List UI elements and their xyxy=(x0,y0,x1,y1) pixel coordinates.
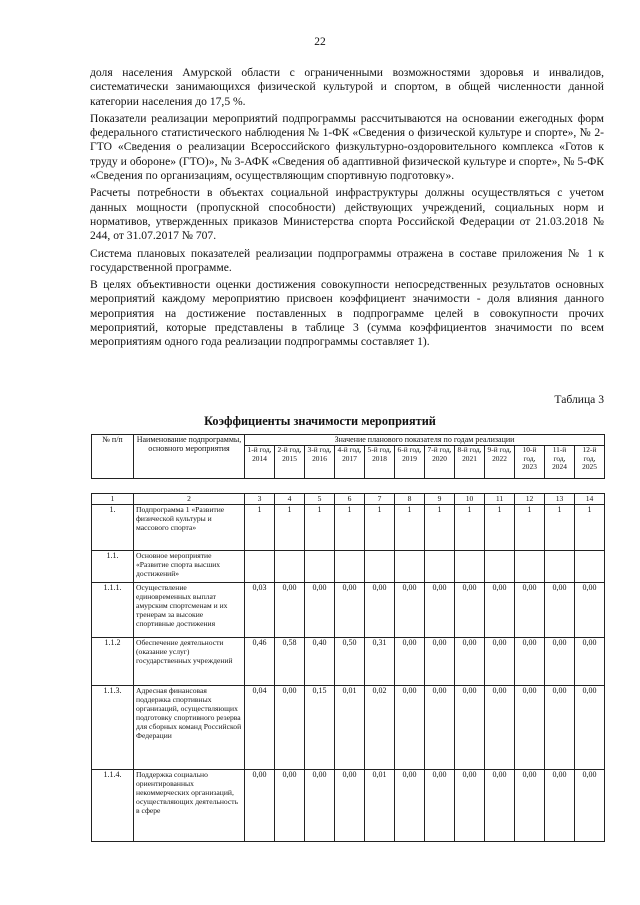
row-value: 1 xyxy=(485,505,515,551)
row-value: 0,46 xyxy=(245,638,275,686)
row-value: 0,00 xyxy=(485,686,515,770)
header-year: 1-й год, 2014 xyxy=(245,446,275,479)
row-value: 1 xyxy=(455,505,485,551)
column-number: 9 xyxy=(425,494,455,505)
row-value: 1 xyxy=(395,505,425,551)
row-value: 0,00 xyxy=(275,583,305,638)
row-value: 0,15 xyxy=(305,686,335,770)
table-row xyxy=(92,638,605,686)
table-label: Таблица 3 xyxy=(554,393,604,406)
page-number: 22 xyxy=(314,36,326,48)
table-row xyxy=(92,686,605,770)
row-value: 0,00 xyxy=(485,638,515,686)
column-number: 2 xyxy=(134,494,245,505)
row-number: 1.1. xyxy=(92,551,134,583)
row-name: Поддержка социально ориентированных некоммерческих организаций, осуществляющих деятельность в сфере xyxy=(134,770,245,842)
row-value: 0,00 xyxy=(575,583,605,638)
header-year: 9-й год, 2022 xyxy=(485,446,515,479)
body-text xyxy=(90,66,604,353)
table-row xyxy=(92,551,605,583)
row-value: 1 xyxy=(365,505,395,551)
row-value: 0,00 xyxy=(425,638,455,686)
row-number: 1.1.2 xyxy=(92,638,134,686)
row-value: 0,00 xyxy=(515,583,545,638)
row-value: 0,00 xyxy=(575,770,605,842)
row-value: 0,00 xyxy=(455,770,485,842)
row-value: 0,03 xyxy=(245,583,275,638)
row-name: Подпрограмма 1 «Развитие физической культуры и массового спорта» xyxy=(134,505,245,551)
row-value: 0,00 xyxy=(395,638,425,686)
row-value: 0,00 xyxy=(515,770,545,842)
paragraph: Расчеты потребности в объектах социальной инфраструктуры должны осуществляться с учетом данных мощности (пропускной способности) действующих учреждений, социальных норм и нормативов, утвержденных приказов Министерства спорта Российской Федерации от 21.03.2018 № 244, от 31.07.2017 № 707. xyxy=(90,186,604,243)
column-number: 3 xyxy=(245,494,275,505)
row-value: 0,04 xyxy=(245,686,275,770)
row-value xyxy=(575,551,605,583)
column-number: 1 xyxy=(92,494,134,505)
row-value: 0,00 xyxy=(305,583,335,638)
header-year: 7-й год, 2020 xyxy=(425,446,455,479)
row-value xyxy=(545,551,575,583)
row-value: 0,02 xyxy=(365,686,395,770)
row-value: 0,50 xyxy=(335,638,365,686)
row-value: 1 xyxy=(515,505,545,551)
table-title: Коэффициенты значимости мероприятий xyxy=(204,414,436,428)
column-number: 14 xyxy=(575,494,605,505)
row-value: 0,00 xyxy=(305,770,335,842)
row-value: 0,00 xyxy=(335,770,365,842)
row-name: Адресная финансовая поддержка спортивных организаций, осуществляющих подготовку спортивного резерва для сборных команд Российской Федерации xyxy=(134,686,245,770)
row-value: 0,31 xyxy=(365,638,395,686)
row-value: 0,00 xyxy=(575,686,605,770)
column-number: 7 xyxy=(365,494,395,505)
row-value: 0,00 xyxy=(335,583,365,638)
row-number: 1.1.1. xyxy=(92,583,134,638)
row-value xyxy=(275,551,305,583)
row-value xyxy=(335,551,365,583)
row-value xyxy=(395,551,425,583)
row-value: 1 xyxy=(575,505,605,551)
row-value: 0,00 xyxy=(485,583,515,638)
header-name: Наименование подпрограммы, основного мероприятия xyxy=(134,435,245,479)
row-value: 0,00 xyxy=(395,686,425,770)
column-number: 8 xyxy=(395,494,425,505)
row-value: 0,00 xyxy=(545,638,575,686)
header-year: 2-й год, 2015 xyxy=(275,446,305,479)
row-value: 0,40 xyxy=(305,638,335,686)
column-number: 10 xyxy=(455,494,485,505)
header-table xyxy=(91,434,605,479)
row-name: Основное мероприятие «Развитие спорта высших достижений» xyxy=(134,551,245,583)
header-year: 5-й год, 2018 xyxy=(365,446,395,479)
header-year: 6-й год, 2019 xyxy=(395,446,425,479)
row-value: 0,00 xyxy=(515,638,545,686)
row-value: 0,00 xyxy=(425,686,455,770)
row-value: 0,00 xyxy=(425,583,455,638)
row-value xyxy=(245,551,275,583)
column-number: 12 xyxy=(515,494,545,505)
row-value: 0,00 xyxy=(575,638,605,686)
column-number: 5 xyxy=(305,494,335,505)
row-value: 0,00 xyxy=(515,686,545,770)
row-value xyxy=(455,551,485,583)
column-number: 11 xyxy=(485,494,515,505)
coefficients-table xyxy=(91,493,605,842)
row-value: 1 xyxy=(275,505,305,551)
row-value: 1 xyxy=(335,505,365,551)
row-value: 0,00 xyxy=(245,770,275,842)
row-number: 1.1.3. xyxy=(92,686,134,770)
row-value xyxy=(425,551,455,583)
row-value: 0,00 xyxy=(275,686,305,770)
row-value: 0,01 xyxy=(335,686,365,770)
row-value: 0,00 xyxy=(545,583,575,638)
row-value: 0,00 xyxy=(395,583,425,638)
header-num: № п/п xyxy=(92,435,134,479)
row-value: 0,00 xyxy=(455,638,485,686)
row-value: 1 xyxy=(425,505,455,551)
header-values-title: Значение планового показателя по годам реализации xyxy=(245,435,605,446)
column-number: 13 xyxy=(545,494,575,505)
row-value: 0,00 xyxy=(455,686,485,770)
column-number: 4 xyxy=(275,494,305,505)
header-year: 4-й год, 2017 xyxy=(335,446,365,479)
row-value: 1 xyxy=(245,505,275,551)
row-value: 1 xyxy=(545,505,575,551)
header-year: 8-й год, 2021 xyxy=(455,446,485,479)
header-year: 10-й год, 2023 xyxy=(515,446,545,479)
paragraph: доля населения Амурской области с ограниченными возможностями здоровья и инвалидов, систематически занимающихся физической культурой и спортом, в общей численности данной категории населения до 17,5 %. xyxy=(90,66,604,108)
row-name: Обеспечение деятельности (оказание услуг) государственных учреждений xyxy=(134,638,245,686)
table-row xyxy=(92,505,605,551)
table-row xyxy=(92,583,605,638)
paragraph: В целях объективности оценки достижения совокупности непосредственных результатов основных мероприятий каждому мероприятию присвоен коэффициент значимости - доля влияния данного мероприятия на достижение поставленных в подпрограмме целей в совокупности прочих мероприятий, которые представлены в таблице 3 (сумма коэффициентов значимости по всем мероприятиям одного года реализации подпрограммы составляет 1). xyxy=(90,278,604,349)
row-value: 0,00 xyxy=(275,770,305,842)
row-value: 1 xyxy=(305,505,335,551)
row-value: 0,00 xyxy=(455,583,485,638)
paragraph: Показатели реализации мероприятий подпрограммы рассчитываются на основании ежегодных форм федерального статистического наблюдения № 1-ФК «Сведения о физической культуре и спорте», № 2-ГТО «Сведения о реализации Всероссийского физкультурно-оздоровительного комплекса «Готов к труду и обороне» (ГТО)», № 3-АФК «Сведения об адаптивной физической культуре и спорте», № 5-ФК «Сведения по организациям, осуществляющим спортивную подготовку». xyxy=(90,111,604,183)
header-year: 12-й год, 2025 xyxy=(575,446,605,479)
row-value: 0,01 xyxy=(365,770,395,842)
row-value: 0,00 xyxy=(545,686,575,770)
row-value: 0,00 xyxy=(395,770,425,842)
row-value: 0,00 xyxy=(425,770,455,842)
header-year: 3-й год, 2016 xyxy=(305,446,335,479)
row-value xyxy=(365,551,395,583)
header-year: 11-й год, 2024 xyxy=(545,446,575,479)
column-number: 6 xyxy=(335,494,365,505)
row-value: 0,00 xyxy=(365,583,395,638)
table-row xyxy=(92,770,605,842)
row-value xyxy=(305,551,335,583)
row-value xyxy=(515,551,545,583)
row-value: 0,00 xyxy=(545,770,575,842)
paragraph: Система плановых показателей реализации подпрограммы отражена в составе приложения № 1 к государственной программе. xyxy=(90,246,604,274)
row-name: Осуществление единовременных выплат амурским спортсменам и их тренерам за высокие спортивные достижения xyxy=(134,583,245,638)
row-number: 1.1.4. xyxy=(92,770,134,842)
row-number: 1. xyxy=(92,505,134,551)
row-value xyxy=(485,551,515,583)
row-value: 0,58 xyxy=(275,638,305,686)
row-value: 0,00 xyxy=(485,770,515,842)
